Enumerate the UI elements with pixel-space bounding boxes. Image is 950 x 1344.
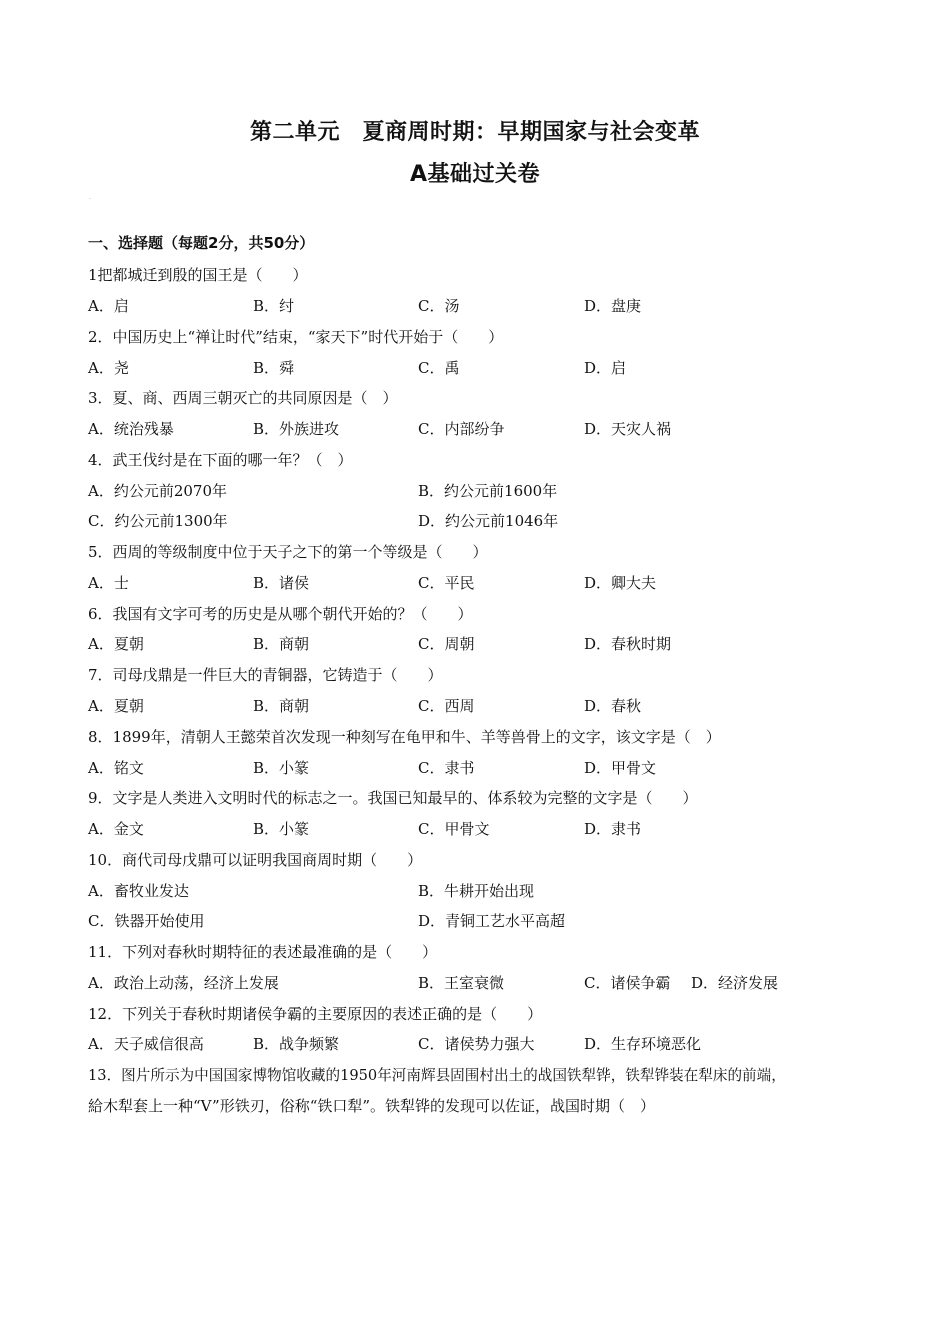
option-2b: B．舜: [253, 359, 295, 377]
question-5: 5．西周的等级制度中位于天子之下的第一个等级是（ ）: [88, 543, 488, 561]
option-8a: A．铭文: [88, 759, 144, 777]
option-12c: C．诸侯势力强大: [418, 1035, 535, 1053]
question-13: 13．图片所示为中国国家博物馆收藏的1950年河南辉县固围村出土的战国铁犁铧，铁犁铧装在犁床的前端，: [88, 1067, 786, 1084]
option-9d: D．隶书: [584, 820, 642, 838]
option-2a: A．尧: [88, 359, 129, 377]
option-7b: B．商朝: [253, 697, 310, 715]
option-6a: A．夏朝: [88, 635, 144, 653]
option-6c: C．周朝: [418, 635, 475, 653]
question-6: 6．我国有文字可考的历史是从哪个朝代开始的？（ ）: [88, 605, 473, 623]
question-1: 1把都城迁到殷的国王是（ ）: [88, 266, 308, 284]
option-3b: B．外族进攻: [253, 420, 340, 438]
option-11c: C．诸侯争霸: [584, 974, 671, 992]
question-10: 10．商代司母戊鼎可以证明我国商周时期（ ）: [88, 851, 423, 869]
option-1c: C．汤: [418, 297, 460, 315]
option-10b: B．牛耕开始出现: [418, 882, 535, 900]
option-3c: C．内部纷争: [418, 420, 505, 438]
option-3a: A．统治残暴: [88, 420, 174, 438]
option-7c: C．西周: [418, 697, 475, 715]
option-8b: B．小篆: [253, 759, 310, 777]
question-4: 4．武王伐纣是在下面的哪一年？（ ）: [88, 451, 353, 469]
option-6d: D．春秋时期: [584, 635, 672, 653]
section-heading: 一、选择题（每题2分，共50分）: [88, 234, 315, 252]
option-11b: B．王室衰微: [418, 974, 505, 992]
question-2: 2．中国历史上“禅让时代”结束，“家天下”时代开始于（ ）: [88, 328, 504, 346]
option-9c: C．甲骨文: [418, 820, 490, 838]
option-5b: B．诸侯: [253, 574, 310, 592]
option-5c: C．平民: [418, 574, 475, 592]
option-4c: C．约公元前1300年: [88, 512, 228, 530]
option-12d: D．生存环境恶化: [584, 1035, 702, 1053]
option-2d: D．启: [584, 359, 627, 377]
option-9b: B．小篆: [253, 820, 310, 838]
question-3: 3．夏、商、西周三朝灭亡的共同原因是（ ）: [88, 389, 398, 407]
question-9: 9．文字是人类进入文明时代的标志之一。我国已知最早的、体系较为完整的文字是（ ）: [88, 789, 698, 807]
option-7d: D．春秋: [584, 697, 642, 715]
option-1d: D．盘庚: [584, 297, 642, 315]
option-11d: D．经济发展: [691, 974, 779, 992]
option-11a: A．政治上动荡，经济上发展: [88, 974, 279, 992]
option-5d: D．卿大夫: [584, 574, 657, 592]
option-3d: D．天灾人祸: [584, 420, 672, 438]
option-9a: A．金文: [88, 820, 144, 838]
option-8d: D．甲骨文: [584, 759, 657, 777]
option-10a: A．畜牧业发达: [88, 882, 189, 900]
option-4b: B．约公元前1600年: [418, 482, 558, 500]
question-12: 12．下列关于春秋时期诸侯争霸的主要原因的表述正确的是（ ）: [88, 1005, 543, 1023]
option-12b: B．战争频繁: [253, 1035, 340, 1053]
option-10c: C．铁器开始使用: [88, 912, 205, 930]
option-8c: C．隶书: [418, 759, 475, 777]
option-4a: A．约公元前2070年: [88, 482, 228, 500]
page-subtitle: A基础过关卷: [409, 162, 541, 187]
question-13-line2: 給木犁套上一种“V”形铁刃，俗称“铁口犁”。铁犁铧的发现可以佐证，战国时期（ ）: [88, 1097, 656, 1115]
option-10d: D．青铜工艺水平高超: [418, 912, 566, 930]
option-1a: A．启: [88, 297, 129, 315]
question-8: 8．1899年，清朝人王懿荣首次发现一种刻写在龟甲和牛、羊等兽骨上的文字，该文字是（ ）: [88, 728, 721, 746]
option-7a: A．夏朝: [88, 697, 144, 715]
option-12a: A．天子威信很高: [88, 1035, 204, 1053]
option-6b: B．商朝: [253, 635, 310, 653]
option-4d: D．约公元前1046年: [418, 512, 559, 530]
question-7: 7．司母戊鼎是一件巨大的青铜器，它铸造于（ ）: [88, 666, 443, 684]
paragraph-mark: ·: [89, 196, 91, 203]
option-1b: B．纣: [253, 297, 295, 315]
option-2c: C．禹: [418, 359, 460, 377]
page-title: 第二单元 夏商周时期：早期国家与社会变革: [249, 120, 700, 145]
option-5a: A．士: [88, 574, 129, 592]
question-11: 11．下列对春秋时期特征的表述最准确的是（ ）: [88, 943, 438, 961]
